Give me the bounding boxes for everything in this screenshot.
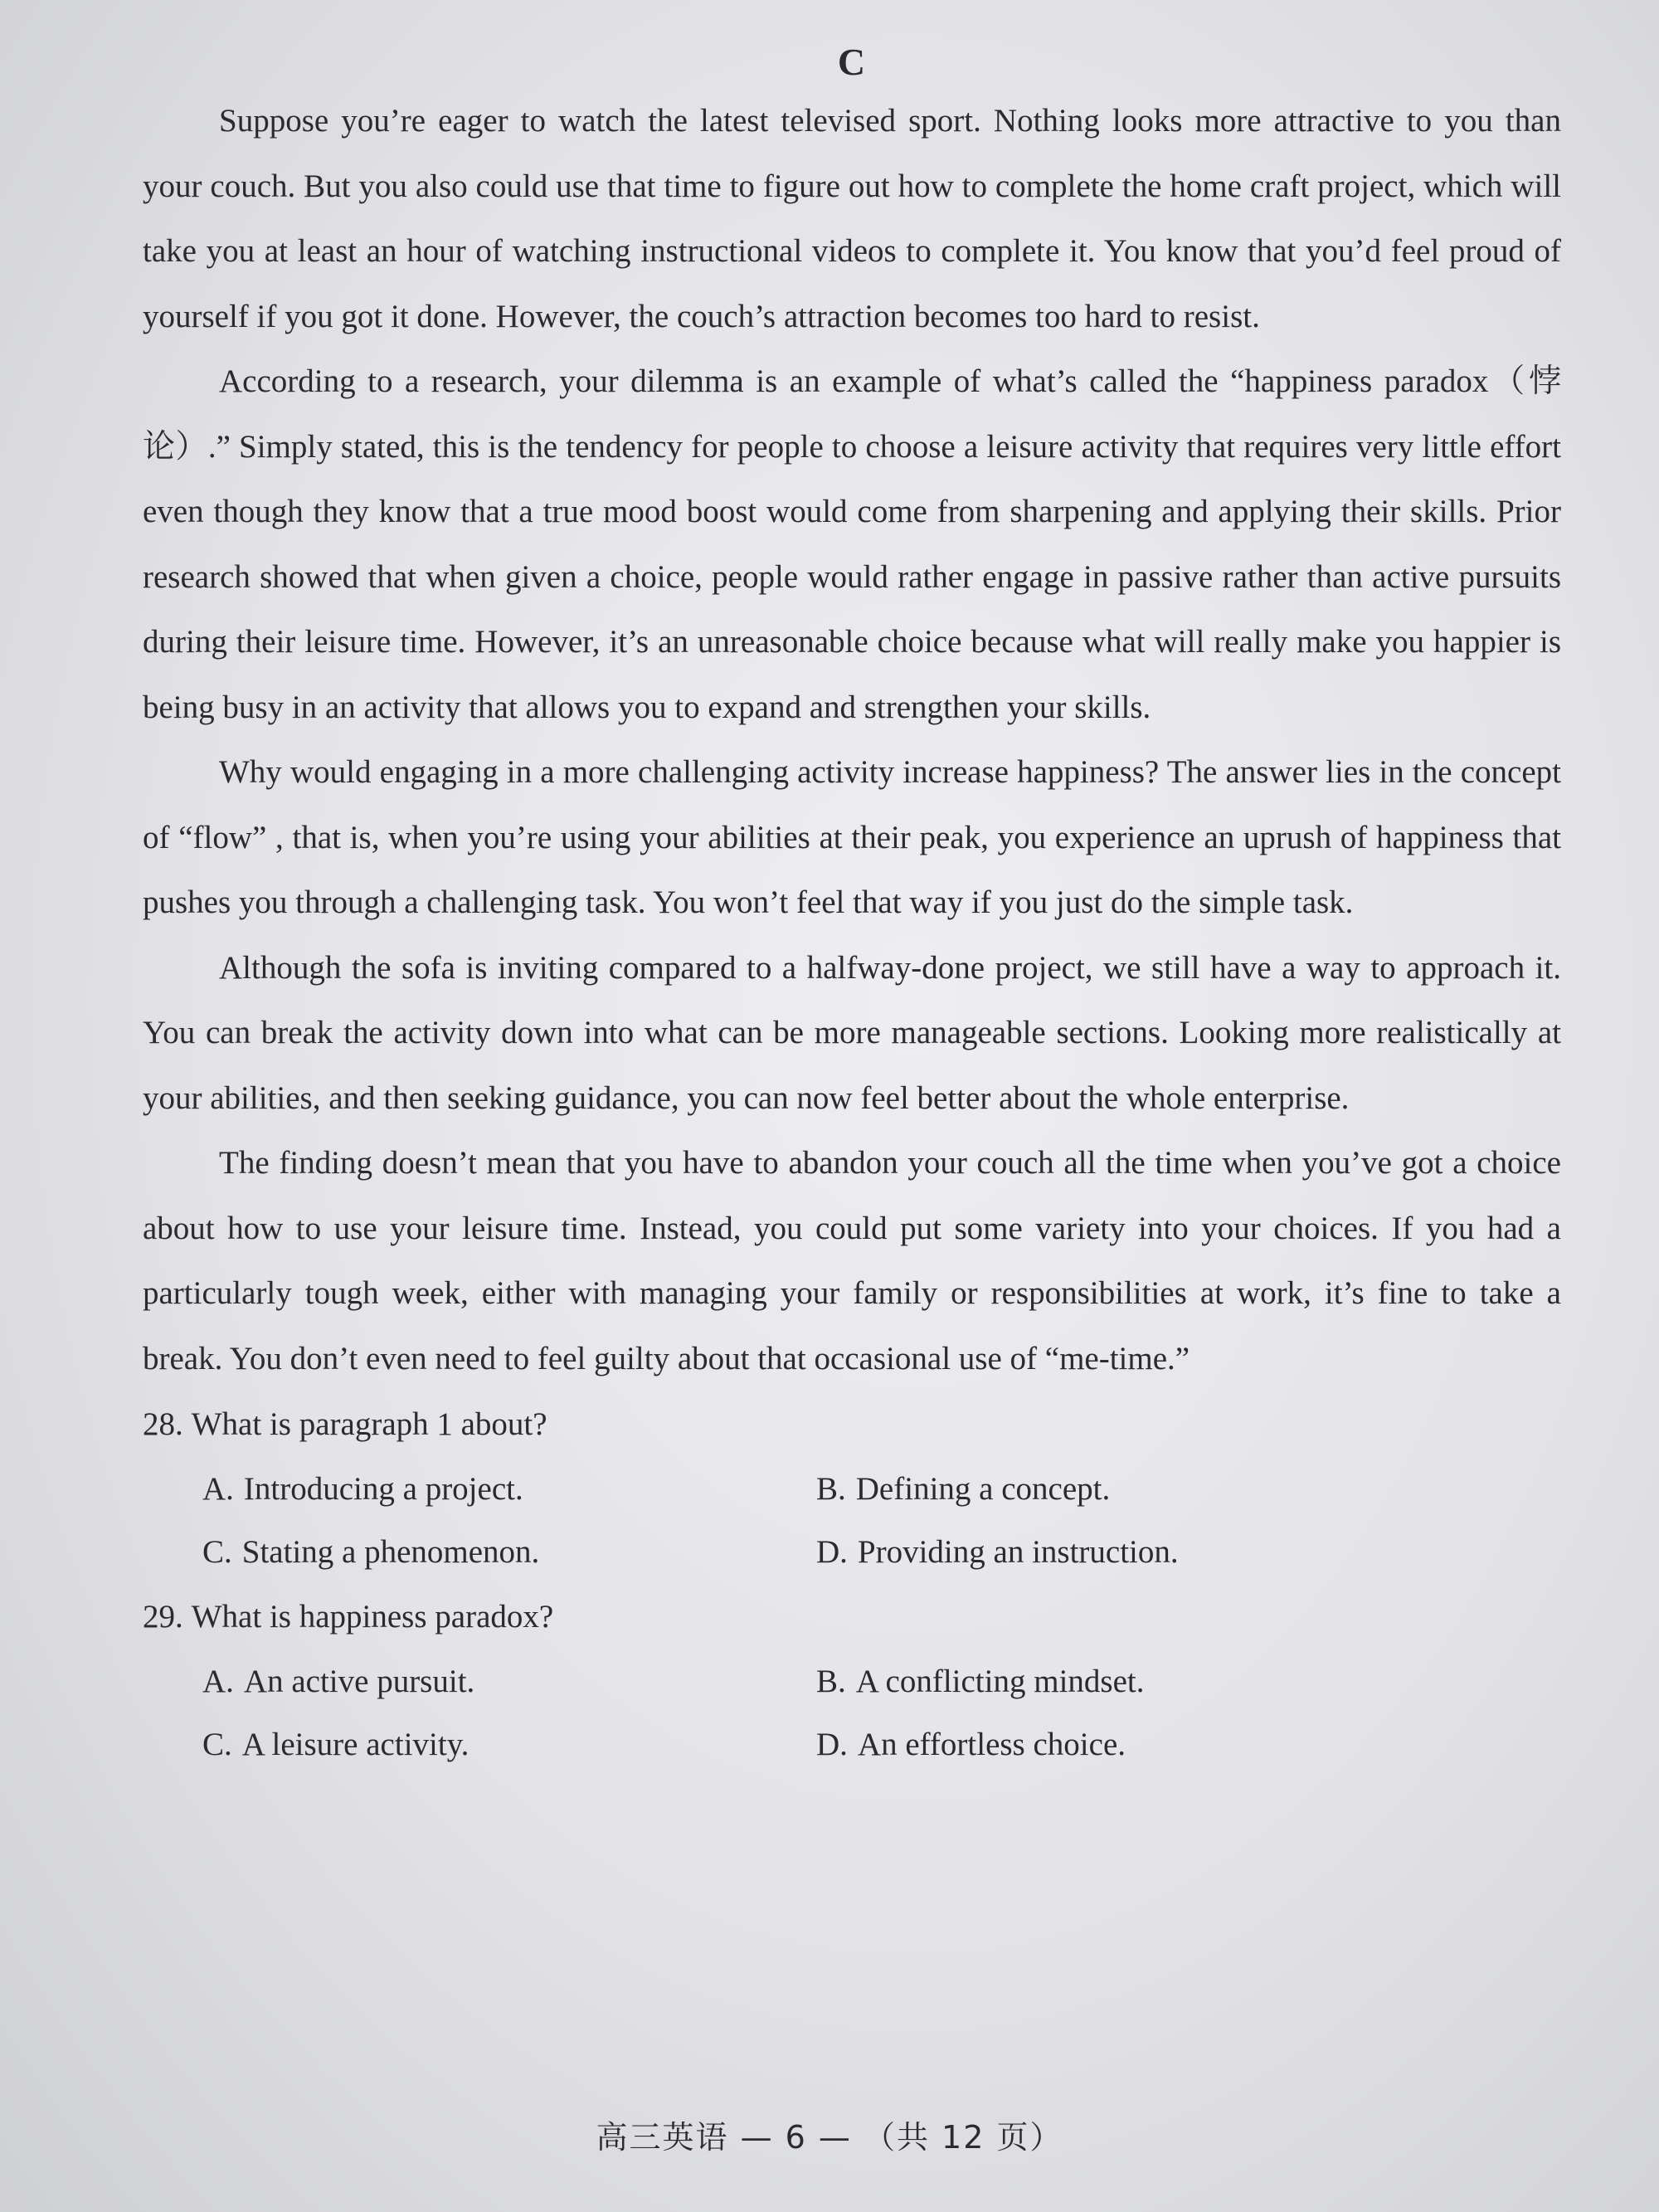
question-number: 28. [143,1406,183,1442]
option-d[interactable] [816,1521,1480,1584]
option-c[interactable] [202,1521,816,1584]
paragraph-1: Suppose you’re eager to watch the latest televised sport. Nothing looks more attractive to you than your couch. But you also could use that time to figure out how to complete the home craft project, which will take you at least an hour of watching instructional videos to complete it. You know that you’d feel proud of yourself if you got it done. However, the couch’s attraction becomes too hard to resist. [143,103,1561,334]
question-29 [143,1584,1561,1776]
option-letter: D. [816,1727,848,1762]
option-a[interactable] [202,1458,816,1521]
option-text: Providing an instruction. [857,1534,1179,1570]
question-text: What is happiness paradox? [191,1599,554,1635]
option-text: An active pursuit. [243,1664,475,1699]
option-letter: A. [202,1664,234,1699]
answer-options [143,1458,1561,1584]
option-text: An effortless choice. [857,1727,1126,1762]
question-number: 29. [143,1599,183,1635]
option-d[interactable] [816,1713,1480,1776]
option-b[interactable] [816,1458,1480,1521]
option-text: A conflicting mindset. [855,1664,1145,1699]
option-text: Introducing a project. [243,1471,523,1507]
question-stem [143,1584,1561,1650]
option-letter: A. [202,1471,234,1507]
page-footer: 高三英语 — 6 — （共 12 页） [596,2119,1063,2156]
option-letter: C. [202,1534,232,1570]
question-28 [143,1391,1561,1584]
option-letter: B. [816,1471,846,1507]
paragraph-5: The finding doesn’t mean that you have to abandon your couch all the time when you’ve got a choice about how to use your leisure time. Instead, you could put some variety into your choices. If you had a particularly tough week, either with managing your family or responsibilities at work, it’s fine to take a break. You don’t even need to feel guilty about that occasional use of “me-time.” [143,1145,1561,1376]
option-text: Stating a phenomenon. [241,1534,540,1570]
section-heading: C [837,41,867,83]
option-b[interactable] [816,1650,1480,1713]
answer-options [143,1650,1561,1776]
option-letter: D. [816,1534,848,1570]
paragraph-4: Although the sofa is inviting compared to a halfway-done project, we still have a way to approach it. You can break the activity down into what can be more manageable sections. Looking more realistically at your abilities, and then seeking guidance, you can now feel better about the whole enterprise. [143,949,1561,1116]
option-c[interactable] [202,1713,816,1776]
option-letter: B. [816,1664,846,1699]
option-letter: C. [202,1727,232,1762]
option-text: A leisure activity. [241,1727,469,1762]
option-a[interactable] [202,1650,816,1713]
question-list [143,1391,1561,1776]
option-text: Defining a concept. [855,1471,1111,1507]
paragraph-3: Why would engaging in a more challenging activity increase happiness? The answer lies in the concept of “flow” , that is, when you’re using your abilities at their peak, you experience an uprush of happiness that pushes you through a challenging task. You won’t feel that way if you just do the simple task. [143,754,1561,920]
exam-page [143,33,1561,2124]
reading-passage [143,89,1561,1391]
question-stem [143,1391,1561,1458]
paragraph-2: According to a research, your dilemma is an example of what’s called the “happiness paradox（悖论）.” Simply stated, this is the tendency for people to choose a leisure activity that requires very little effort even though they know that a true mood boost would come from sharpening and applying their skills. Prior research showed that when given a choice, people would rather engage in passive rather than active pursuits during their leisure time. However, it’s an unreasonable choice because what will really make you happier is being busy in an activity that allows you to expand and strengthen your skills. [143,363,1561,725]
question-text: What is paragraph 1 about? [191,1406,547,1442]
